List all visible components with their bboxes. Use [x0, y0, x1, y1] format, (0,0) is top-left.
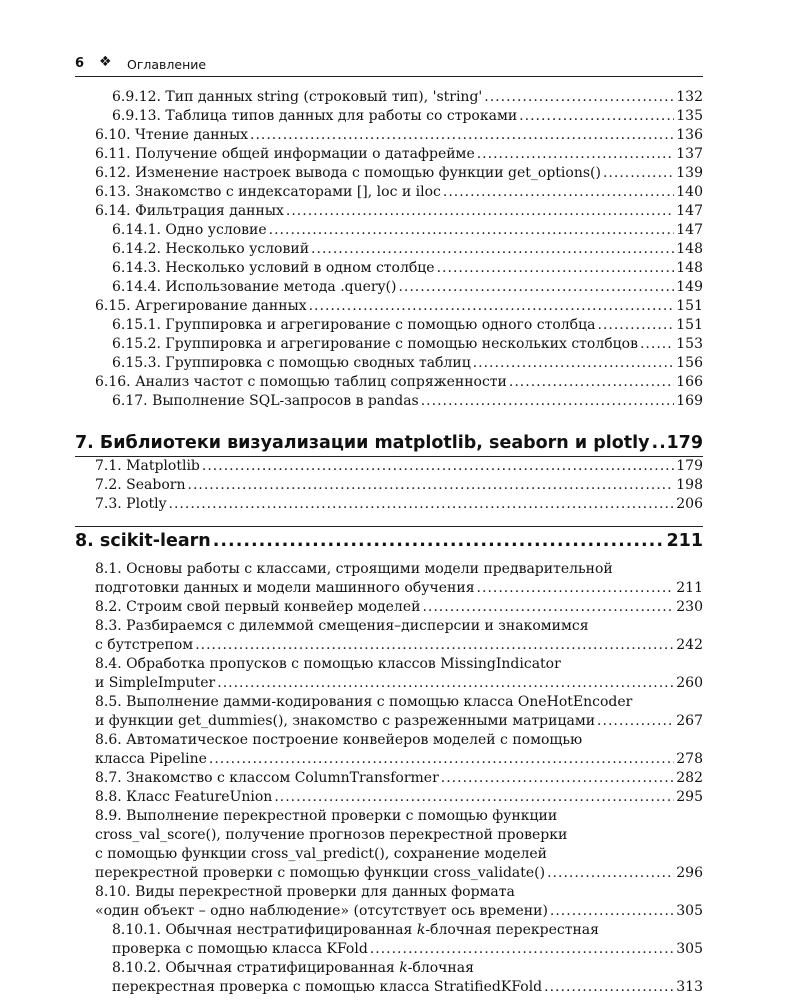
toc-entry-page: 132 — [676, 89, 703, 105]
leader-dots — [603, 164, 674, 183]
toc-entry-page: 153 — [676, 336, 703, 352]
toc-entry-8-7[interactable] — [75, 769, 703, 788]
toc-entry-title: 6.11. Получение общей информации о датафрейме — [95, 146, 475, 162]
leader-dots — [398, 278, 674, 297]
toc-entry[interactable] — [75, 316, 703, 335]
leader-dots — [544, 978, 674, 997]
chapter-8-entry[interactable] — [75, 526, 703, 554]
leader-dots — [217, 674, 674, 693]
leader-dots — [213, 528, 665, 554]
toc-entry-8-5[interactable] — [75, 693, 703, 731]
leader-dots — [484, 88, 674, 107]
toc-entry[interactable] — [75, 88, 703, 107]
toc-entry-page: 147 — [676, 203, 703, 219]
toc-entry-page: 169 — [676, 393, 703, 409]
leader-dots — [209, 750, 674, 769]
toc-entry-title: 6.9.13. Таблица типов данных для работы со строками — [112, 108, 518, 124]
toc-entry-title: 6.15.1. Группировка и агрегирование с помощью одного столбца — [112, 317, 596, 333]
toc-entry[interactable] — [75, 259, 703, 278]
leader-dots — [473, 354, 675, 373]
toc-entry-line: с помощью функции cross_val_predict(), сохранение моделей — [95, 846, 547, 862]
page-number: 6 — [75, 56, 85, 71]
toc-entry-page: 211 — [676, 580, 703, 596]
toc-entry-title: 8.7. Знакомство с классом ColumnTransformer — [95, 770, 439, 786]
toc-entry-title: 7. Библиотеки визуализации matplotlib, seaborn и plotly — [75, 433, 650, 453]
toc-entry-line: 8.5. Выполнение дамми-кодирования с помощью класса OneHotEncoder — [95, 694, 633, 710]
leader-dots — [202, 457, 674, 476]
toc-entry-page: 148 — [676, 241, 703, 257]
toc-entry-page: 206 — [676, 496, 703, 512]
toc-entry-page: 278 — [676, 751, 703, 767]
leader-dots — [597, 316, 674, 335]
toc-entry[interactable] — [75, 221, 703, 240]
toc-entry-page: 156 — [676, 355, 703, 371]
toc-entry[interactable] — [75, 183, 703, 202]
toc-entry-line: -блочная перекрестная — [425, 922, 599, 938]
toc-entry-title: 8.8. Класс FeatureUnion — [95, 789, 273, 805]
toc-entry-title: 8. scikit-learn — [75, 531, 211, 551]
toc-entry-title: 6.13. Знакомство с индексаторами [], loc и iloc — [95, 184, 441, 200]
toc-entry-page: 140 — [676, 184, 703, 200]
toc-entry-page: 179 — [666, 433, 703, 453]
toc-entry-page: 198 — [676, 477, 703, 493]
toc-entry-8-1[interactable] — [75, 560, 703, 598]
toc-entry-8-9[interactable] — [75, 807, 703, 883]
toc-entry[interactable] — [75, 202, 703, 221]
toc-entry-line: класса Pipeline — [95, 751, 207, 767]
leader-dots — [286, 202, 674, 221]
toc-entry[interactable] — [75, 297, 703, 316]
toc-entry-line: перекрестной проверки с помощью функции cross_validate() — [95, 865, 546, 881]
toc-entry-8-10[interactable] — [75, 883, 703, 921]
toc-entry-line: проверка с помощью класса KFold — [112, 941, 368, 957]
toc-entry-page: 166 — [676, 374, 703, 390]
leader-dots — [422, 598, 674, 617]
toc-entry-page: 242 — [676, 637, 703, 653]
leader-dots — [269, 221, 675, 240]
toc-entry-page: 267 — [676, 713, 703, 729]
toc-entry-line: «один объект – одно наблюдение» (отсутствует ось времени) — [95, 903, 548, 919]
toc-entry-page: 313 — [676, 979, 703, 995]
toc-entry[interactable] — [75, 373, 703, 392]
toc-entry-title: 6.14. Фильтрация данных — [95, 203, 284, 219]
toc-entry-page: 211 — [666, 531, 703, 551]
leader-dots — [441, 769, 674, 788]
italic-k: k — [399, 960, 408, 976]
leader-dots — [250, 126, 674, 145]
toc-entry-title: 6.10. Чтение данных — [95, 127, 248, 143]
leader-dots — [274, 788, 674, 807]
toc-entry-title: 6.14.2. Несколько условий — [112, 241, 310, 257]
leader-dots — [640, 335, 674, 354]
toc-entry-page: 149 — [676, 279, 703, 295]
section-7-entries — [75, 457, 703, 514]
toc-entry[interactable] — [75, 476, 703, 495]
toc-entry[interactable] — [75, 495, 703, 514]
toc-entry-line: cross_val_score(), получение прогнозов перекрестной проверки — [95, 827, 568, 843]
toc-entry-8-10-2[interactable] — [75, 959, 703, 997]
toc-entry-8-2[interactable] — [75, 598, 703, 617]
leader-dots — [421, 392, 675, 411]
toc-entry-line: подготовки данных и модели машинного обучения — [95, 580, 475, 596]
table-of-contents — [75, 88, 703, 997]
toc-entry-page: 179 — [676, 458, 703, 474]
toc-entry-title: 7.1. Matplotlib — [95, 458, 200, 474]
toc-entry-page: 137 — [676, 146, 703, 162]
toc-entry-title: 7.3. Plotly — [95, 496, 167, 512]
toc-entry-page: 148 — [676, 260, 703, 276]
toc-entry-page: 296 — [676, 865, 703, 881]
leader-dots — [519, 107, 674, 126]
toc-entry-page: 295 — [676, 789, 703, 805]
toc-entry-page: 151 — [676, 317, 703, 333]
toc-entry-page: 305 — [676, 941, 703, 957]
section-6-entries — [75, 88, 703, 411]
toc-entry-8-4[interactable] — [75, 655, 703, 693]
ornament-icon: ❖ — [99, 54, 112, 70]
toc-entry[interactable] — [75, 457, 703, 476]
toc-entry-line: и функции get_dummies(), знакомство с разреженными матрицами — [95, 713, 596, 729]
toc-entry-line: 8.10. Виды перекрестной проверки для данных формата — [95, 884, 515, 900]
toc-entry[interactable] — [75, 278, 703, 297]
toc-entry-page: 230 — [676, 599, 703, 615]
leader-dots — [370, 940, 674, 959]
toc-entry[interactable] — [75, 145, 703, 164]
leader-dots — [437, 259, 675, 278]
leader-dots — [188, 476, 675, 495]
running-header — [75, 54, 703, 77]
toc-entry-title: 6.17. Выполнение SQL-запросов в pandas — [112, 393, 419, 409]
toc-entry-title: 6.9.12. Тип данных string (строковый тип), 'string' — [112, 89, 483, 105]
toc-entry-title: 7.2. Seaborn — [95, 477, 186, 493]
toc-entry-line: 8.10.1. Обычная нестратифицированная — [112, 922, 417, 938]
italic-k: k — [416, 922, 426, 938]
toc-entry-8-8[interactable] — [75, 788, 703, 807]
toc-entry[interactable] — [75, 392, 703, 411]
toc-entry-page: 151 — [676, 298, 703, 314]
leader-dots — [443, 183, 674, 202]
toc-entry-line: с бутстрепом — [95, 637, 194, 653]
leader-dots — [169, 495, 675, 514]
chapter-7-entry[interactable] — [75, 430, 703, 457]
toc-entry-line: 8.9. Выполнение перекрестной проверки с помощью функции — [95, 808, 558, 824]
toc-entry-title: 8.2. Строим свой первый конвейер моделей — [95, 599, 421, 615]
leader-dots — [509, 373, 674, 392]
toc-entry-title: 6.15. Агрегирование данных — [95, 298, 307, 314]
toc-entry[interactable] — [75, 107, 703, 126]
leader-dots — [311, 240, 674, 259]
toc-entry-title: 6.14.1. Одно условие — [112, 222, 267, 238]
header-title: Оглавление — [127, 57, 207, 72]
toc-entry-title: 6.15.2. Группировка и агрегирование с помощью нескольких столбцов — [112, 336, 638, 352]
toc-entry-page: 135 — [676, 108, 703, 124]
toc-entry-8-10-1[interactable] — [75, 921, 703, 959]
toc-entry-line: 8.4. Обработка пропусков с помощью классов MissingIndicator — [95, 656, 561, 672]
toc-entry[interactable] — [75, 335, 703, 354]
toc-entry-title: 6.16. Анализ частот с помощью таблиц сопряженности — [95, 374, 507, 390]
toc-entry-line: 8.3. Разбираемся с дилеммой смещения–дисперсии и знакомимся — [95, 618, 589, 634]
leader-dots — [550, 902, 674, 921]
toc-entry-page: 282 — [676, 770, 703, 786]
toc-entry-line: 8.10.2. Обычная стратифицированная — [112, 960, 400, 976]
toc-entry[interactable] — [75, 126, 703, 145]
toc-entry-page: 147 — [676, 222, 703, 238]
toc-entry[interactable] — [75, 240, 703, 259]
toc-entry[interactable] — [75, 164, 703, 183]
leader-dots — [195, 636, 674, 655]
toc-entry-8-3[interactable] — [75, 617, 703, 655]
leader-dots — [652, 430, 665, 456]
leader-dots — [547, 864, 674, 883]
leader-dots — [309, 297, 675, 316]
leader-dots — [477, 579, 675, 598]
toc-entry-title: 6.14.4. Использование метода .query() — [112, 279, 397, 295]
toc-entry-title: 6.12. Изменение настроек вывода с помощью функции get_options() — [95, 165, 601, 181]
toc-entry-line: -блочная — [407, 960, 474, 976]
toc-entry-8-6[interactable] — [75, 731, 703, 769]
toc-entry-line: 8.1. Основы работы с классами, строящими модели предварительной — [95, 561, 613, 577]
toc-entry-page: 136 — [676, 127, 703, 143]
toc-entry[interactable] — [75, 354, 703, 373]
toc-entry-page: 305 — [676, 903, 703, 919]
toc-entry-page: 260 — [676, 675, 703, 691]
toc-entry-line: перекрестная проверка с помощью класса StratifiedKFold — [112, 979, 543, 995]
toc-entry-page: 139 — [676, 165, 703, 181]
toc-entry-title: 6.14.3. Несколько условий в одном столбце — [112, 260, 435, 276]
toc-entry-title: 6.15.3. Группировка с помощью сводных таблиц — [112, 355, 471, 371]
leader-dots — [477, 145, 675, 164]
toc-entry-line: и SimpleImputer — [95, 675, 216, 691]
toc-entry-line: 8.6. Автоматическое построение конвейеров моделей с помощью — [95, 732, 583, 748]
leader-dots — [597, 712, 674, 731]
